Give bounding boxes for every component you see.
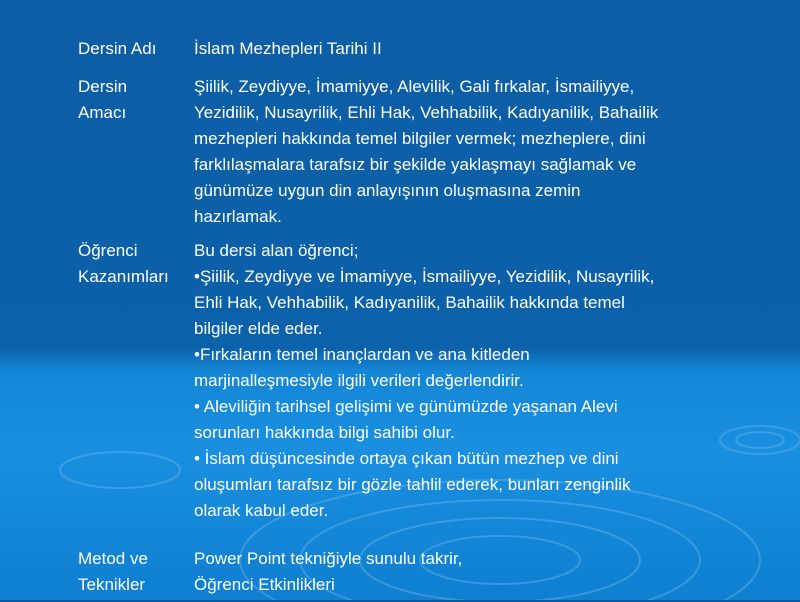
label-course-purpose: Dersin Amacı — [78, 77, 128, 122]
row-learning-outcomes — [72, 234, 778, 528]
value-learning-outcomes: Bu dersi alan öğrenci; •Şiilik, Zeydiyye ve İmamiyye, İsmailiyye, Yezidilik, Nusayrilik, Ehli Hak, Vehhabilik, Kadıyanilik, Bahailik hakkında temel bilgiler elde eder. •Fırkaların temel inançlardan ve ana kitleden marjinalleşmesiyle ilgili verileri değerlendirir. • Aleviliğin tarihsel gelişimi ve günümüzde yaşanan Alevi sorunları hakkında bilgi sahibi olur. • İslam düşüncesinde ortaya çıkan bütün mezhep ve dini oluşumları tarafsız bir gözle tahlil ederek, bunları zenginlik olarak kabul eder. — [194, 241, 655, 520]
value-course-purpose: Şiilik, Zeydiyye, İmamiyye, Alevilik, Gali fırkalar, İsmailiyye, Yezidilik, Nusayrilik, Ehli Hak, Vehhabilik, Kadıyanilik, Bahailik mezhepleri hakkında temel bilgiler vermek; mezheplere, dini farklılaşmalara tarafsız bir şekilde yaklaşmayı sağlamak ve günümüze uygun din anlayışının oluşmasına zemin hazırlamak. — [194, 77, 659, 226]
value-methods-techniques: Power Point tekniğiyle sunulu takrir, Öğrenci Etkinlikleri — [194, 549, 463, 594]
label-course-name: Dersin Adı — [78, 39, 157, 58]
label-learning-outcomes: Öğrenci Kazanımları — [78, 241, 169, 286]
row-course-purpose — [72, 68, 778, 234]
course-info-table — [72, 32, 778, 602]
row-course-name — [72, 32, 778, 68]
value-course-name: İslam Mezhepleri Tarihi II — [194, 39, 382, 58]
label-methods-techniques: Metod ve Teknikler — [78, 549, 148, 594]
row-methods-techniques — [72, 528, 778, 602]
